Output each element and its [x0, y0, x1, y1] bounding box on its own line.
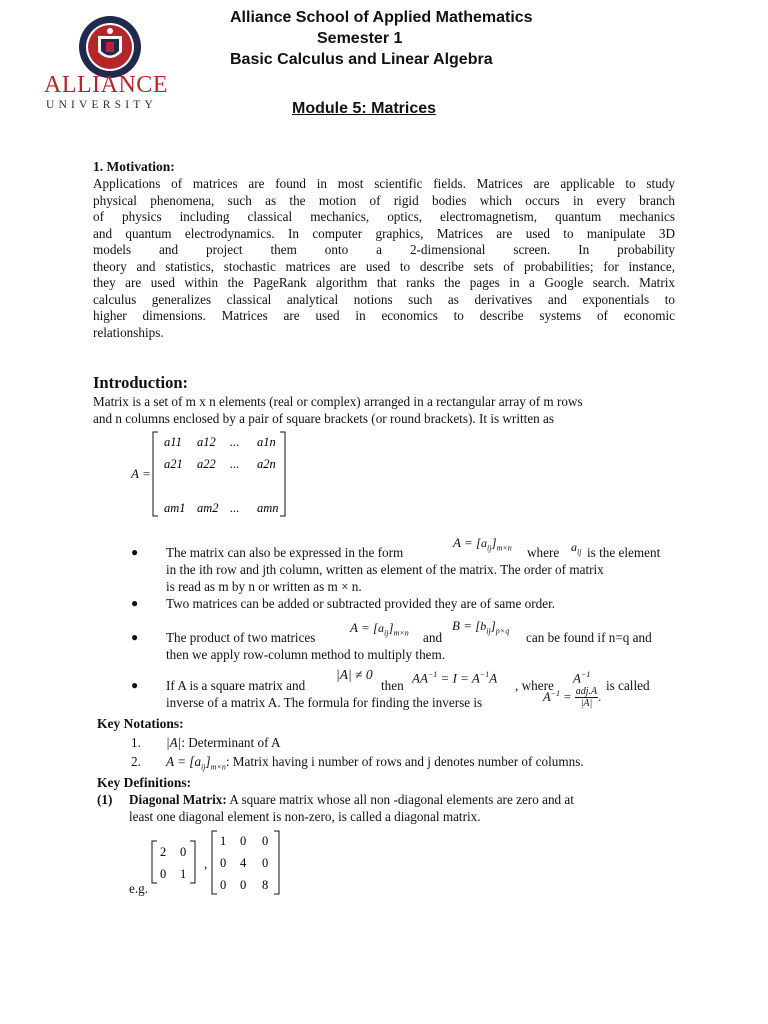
- example-matrix-3x3: [210, 830, 284, 896]
- definition-line: least one diagonal element is non-zero, is called a diagonal matrix.: [129, 809, 481, 824]
- motivation-line: physical phenomena, such as the motion of rigid bodies which occurs in every branch: [93, 192, 675, 208]
- notation-text: : Matrix having i number of rows and j denotes number of columns.: [225, 754, 584, 769]
- introduction-heading: Introduction:: [93, 373, 189, 392]
- definitions-heading: Key Definitions:: [97, 775, 192, 790]
- bullet-dot-icon: ●: [131, 630, 139, 644]
- notation-number: 2.: [131, 754, 141, 769]
- bullet-text: where: [527, 545, 560, 560]
- matrix-entry: 0: [262, 834, 269, 848]
- course-title: Basic Calculus and Linear Algebra: [230, 51, 493, 68]
- matrix-entry: 0: [220, 856, 227, 870]
- bullet-text: then: [381, 678, 404, 693]
- logo-wordmark: ALLIANCE: [44, 72, 168, 98]
- bullet-dot-icon: ●: [131, 545, 139, 559]
- school-title: Alliance School of Applied Mathematics: [230, 9, 533, 26]
- inverse-symbol: $A^{-1}$: [573, 670, 591, 686]
- bullet-dot-icon: ●: [131, 678, 139, 692]
- inverse-identity: $AA^{-1} = I = A^{-1}A$: [412, 670, 498, 686]
- bullet-text: inverse of a matrix A. The formula for finding the inverse is: [166, 695, 483, 710]
- motivation-line: they are used within the PageRank algorithm that ranks the pages in a Google search. Matrix: [93, 275, 675, 290]
- matrix-entry: 8: [262, 878, 269, 892]
- notation-text: : Determinant of A: [181, 735, 281, 750]
- matrix-entry: 2: [160, 845, 167, 859]
- motivation-line: calculus generalizes classical analytical notions such as derivatives and exponentials to: [93, 291, 675, 307]
- matrix-entry: 4: [240, 856, 247, 870]
- example-separator: ,: [204, 856, 208, 871]
- bullet-text: in the ith row and jth column, written as element of the matrix. The order of matrix: [166, 562, 604, 577]
- university-logo: [40, 14, 180, 110]
- definition-line: A square matrix whose all non -diagonal elements are zero and at: [226, 792, 574, 807]
- notations-heading: Key Notations:: [97, 716, 184, 731]
- notation-item: |A|: Determinant of A: [166, 735, 281, 750]
- matrix-entry: a2n: [257, 457, 276, 471]
- matrix-entry: a12: [197, 435, 216, 449]
- example-label: e.g.: [129, 881, 149, 896]
- motivation-heading: 1. Motivation:: [93, 159, 175, 174]
- matrix-entry: am1: [164, 501, 186, 515]
- matrix-entry: amn: [257, 501, 279, 515]
- bullet-dot-icon: ●: [131, 596, 139, 610]
- definition-number: (1): [97, 792, 113, 807]
- bullet-text: is the element: [587, 545, 661, 560]
- matrix-entry: 0: [180, 845, 187, 859]
- element-symbol: $a_{ij}$: [571, 540, 582, 557]
- bullet-text: can be found if n=q and: [526, 630, 652, 645]
- motivation-line: higher dimensions. Matrices are used in economics to describe systems of economic: [93, 308, 675, 323]
- matrix-entry: a21: [164, 457, 183, 471]
- bullet-text: is called: [606, 678, 650, 693]
- bullet-text: If A is a square matrix and: [166, 678, 306, 693]
- motivation-paragraph: [93, 176, 675, 341]
- matrix-a-label: A =: [131, 466, 151, 481]
- general-matrix: [150, 430, 290, 520]
- motivation-line: and quantum electrodynamics. In computer graphics, Matrices are used to manipulate 3D: [93, 225, 675, 241]
- matrix-entry: 0: [160, 867, 167, 881]
- bullet-text: The product of two matrices: [166, 630, 316, 645]
- matrix-entry: 0: [240, 834, 247, 848]
- motivation-line: relationships.: [93, 324, 164, 340]
- logo-subwordmark: UNIVERSITY: [46, 99, 157, 111]
- definition-term: Diagonal Matrix:: [129, 792, 227, 807]
- motivation-line: models and project them onto a 2-dimensional screen. In probability: [93, 242, 675, 257]
- bullet-text: is read as m by n or written as m × n.: [166, 579, 362, 594]
- matrix-entry: am2: [197, 501, 219, 515]
- semester-title: Semester 1: [317, 30, 403, 47]
- bullet-text: and: [423, 630, 443, 645]
- module-title: Module 5: Matrices: [292, 100, 437, 117]
- matrix-b-expression: $B = [b_{ij}]_{p\times q}$: [452, 618, 510, 636]
- matrix-entry: 0: [262, 856, 269, 870]
- inverse-formula: $A^{-1}$ = adj.A |A| .: [543, 686, 602, 709]
- matrix-entry: a11: [164, 435, 182, 449]
- notation-number: 1.: [131, 735, 141, 750]
- bullet-text: , where: [515, 678, 554, 693]
- bullet-text: Two matrices can be added or subtracted provided they are of same order.: [166, 596, 556, 611]
- example-matrix-2x2: [150, 840, 200, 884]
- matrix-entry: 1: [220, 834, 227, 848]
- motivation-line: Applications of matrices are found in most scientific fields. Matrices are applicable to study: [93, 176, 675, 191]
- matrix-entry: ...: [230, 501, 240, 515]
- matrix-entry: 0: [240, 878, 247, 892]
- motivation-line: of physics including classical mechanics, optics, electromagnetism, quantum mechanics: [93, 209, 675, 224]
- bullet-text: The matrix can also be expressed in the form: [166, 545, 404, 560]
- matrix-a-expression: $A = [a_{ij}]_{m\times n}$: [350, 620, 409, 638]
- bullet-text: then we apply row-column method to multiply them.: [166, 647, 446, 662]
- matrix-entry: ...: [230, 457, 240, 471]
- introduction-line: Matrix is a set of m x n elements (real or complex) arranged in a rectangular array of m rows: [93, 394, 583, 409]
- matrix-form-expression: $A = [a_{ij}]_{m\times n}$: [453, 535, 512, 553]
- matrix-entry: 1: [180, 867, 187, 881]
- matrix-entry: 0: [220, 878, 227, 892]
- notation-item: $A = [a_{ij}]_{m\times n}$: Matrix having i number of rows and j denotes number of columns.: [166, 754, 584, 772]
- matrix-entry: a1n: [257, 435, 276, 449]
- matrix-entry: a22: [197, 457, 216, 471]
- motivation-line: theory and statistics, stochastic matrices are used to describe sets of probabilities; for instance,: [93, 258, 675, 274]
- matrix-entry: ...: [230, 435, 240, 449]
- determinant-condition: |A| ≠ 0: [336, 667, 373, 682]
- introduction-line: and n columns enclosed by a pair of square brackets (or round brackets). It is written as: [93, 411, 555, 426]
- definition-text: [129, 792, 574, 809]
